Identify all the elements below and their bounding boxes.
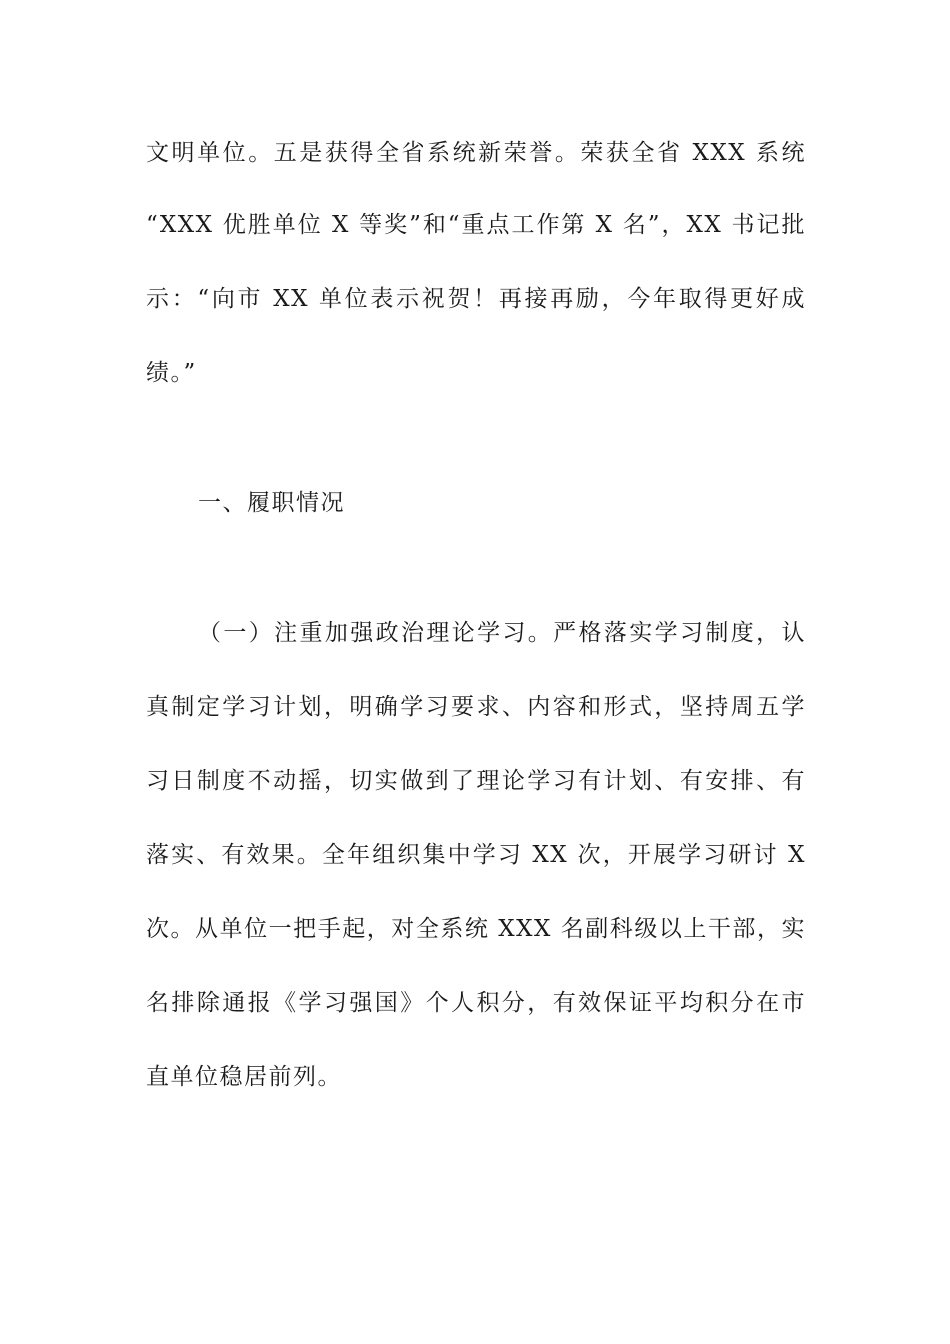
paragraph-line: （一）注重加强政治理论学习。严格落实学习制度，认 [198,620,806,646]
paragraph-line: 示：“向市 XX 单位表示祝贺！再接再励，今年取得更好成 [146,286,806,312]
paragraph-line: 名排除通报《学习强国》个人积分，有效保证平均积分在市 [146,990,806,1016]
paragraph-line: 文明单位。五是获得全省系统新荣誉。荣获全省 XXX 系统 [146,140,806,166]
paragraph-line: 次。从单位一把手起，对全系统 XXX 名副科级以上干部，实 [146,916,806,942]
section-heading: 一、履职情况 [198,490,345,516]
paragraph-line: “XXX 优胜单位 X 等奖”和“重点工作第 X 名”，XX 书记批 [146,212,806,238]
paragraph-line: 落实、有效果。全年组织集中学习 XX 次，开展学习研讨 X [146,842,806,868]
paragraph-line: 直单位稳居前列。 [146,1064,342,1090]
paragraph-line: 真制定学习计划，明确学习要求、内容和形式，坚持周五学 [146,694,806,720]
paragraph-line: 习日制度不动摇，切实做到了理论学习有计划、有安排、有 [146,768,806,794]
paragraph-line: 绩。” [146,360,197,386]
